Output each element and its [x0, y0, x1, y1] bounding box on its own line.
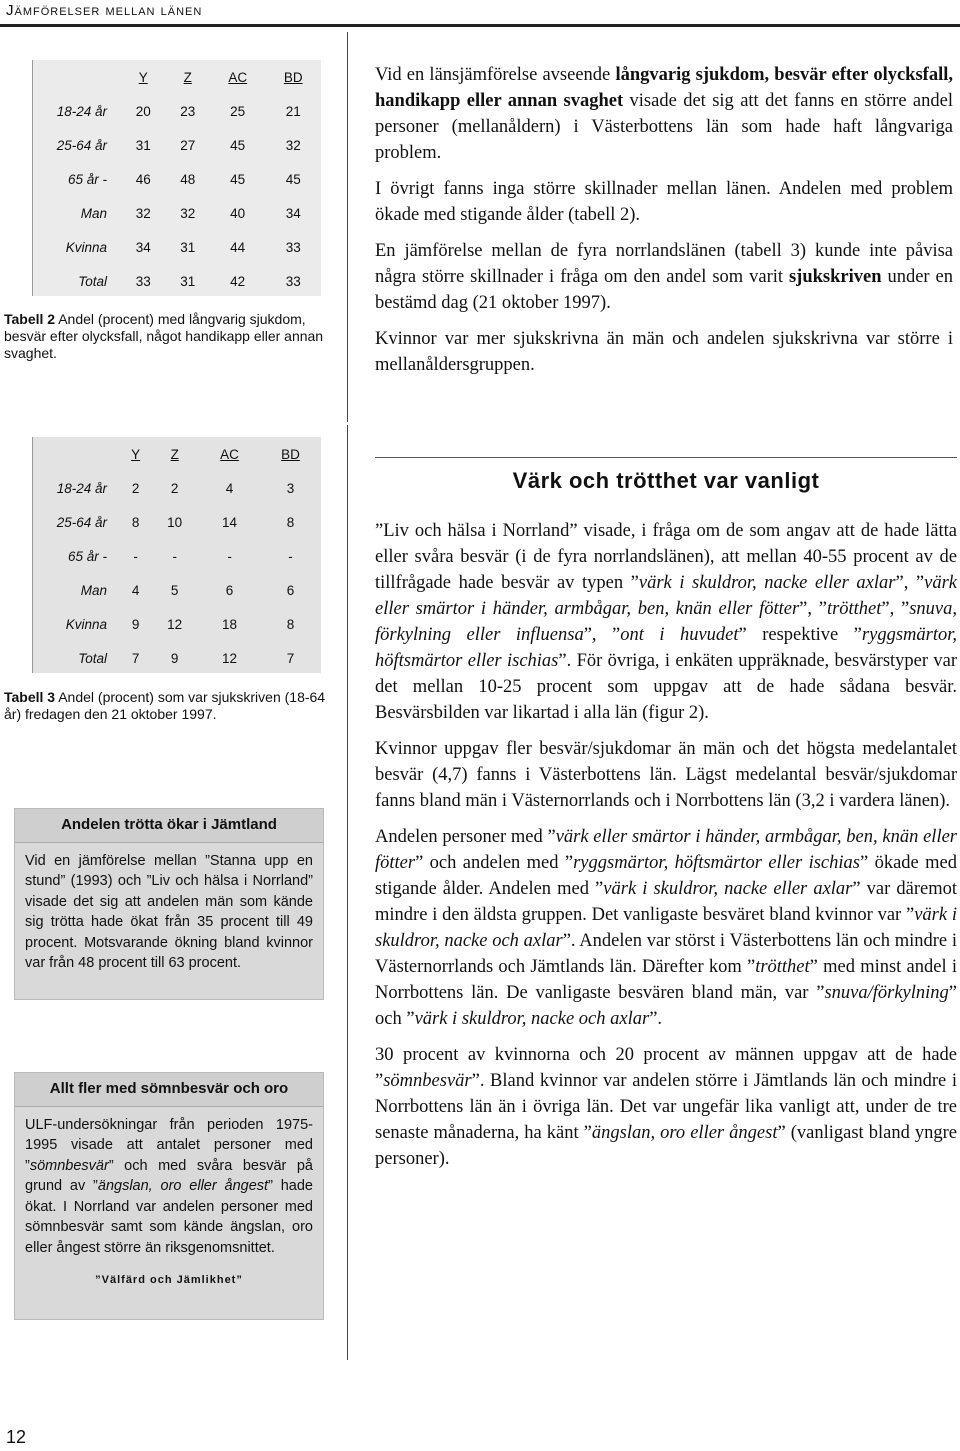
table-cell: 48 — [180, 171, 196, 187]
italic-run: värk i skuldror, nacke eller axlar — [603, 879, 853, 899]
table-cell: 31 — [135, 137, 151, 153]
bold-run: långvarig sjukdom, besvär efter olycksfall, handikapp eller annan svaghet — [375, 65, 953, 111]
sidebar-box-fatigue — [14, 808, 324, 1000]
table-cell: - — [133, 548, 138, 564]
paragraph — [375, 238, 953, 316]
italic-run: värk eller smärtor i händer, armbågar, ben, knän eller fötter — [375, 827, 957, 873]
table-row — [33, 162, 321, 196]
row-label: Kvinna — [65, 616, 107, 632]
table-2-grid — [33, 60, 321, 298]
column-header: BD — [283, 69, 303, 85]
table-cell: 20 — [135, 103, 151, 119]
table-cell: 10 — [167, 514, 183, 530]
table-cell: 8 — [286, 514, 295, 530]
table-corner-cell — [33, 437, 121, 471]
table-row — [33, 539, 321, 573]
italic-run: värk i skuldror, nacke och axlar — [375, 905, 958, 951]
italic-run: trötthet — [826, 599, 882, 619]
text-run: ” hade ökat. I Norrland var andelen personer med sömnbesvär samt som kände ängslan, oro eller ångest större än riksgenomsnittet. — [25, 1178, 313, 1256]
table-cell: 45 — [230, 137, 246, 153]
table-cell: 44 — [230, 239, 246, 255]
paragraph — [375, 326, 953, 378]
text-run: ”. Bland kvinnor var andelen större i Jämtlands län och mindre i Norrbottens län än i övriga län. Det var ungefär lika vanligt att, under de tre senaste månaderna, ha känt ” — [375, 1071, 957, 1143]
italic-run: värk i skuldror, nacke och axlar — [414, 1009, 650, 1029]
text-run: ” med minst andel i Norrbottens län. De vanligaste besvären bland män, var ” — [375, 957, 957, 1003]
row-label: 25-64 år — [56, 514, 107, 530]
column-header: BD — [281, 446, 300, 462]
italic-run: snuva, förkylning eller influensa — [375, 599, 957, 645]
table-cell: 7 — [131, 650, 140, 666]
text-run: ” respektive ” — [738, 625, 862, 645]
table-cell: 4 — [131, 582, 140, 598]
table-cell: - — [172, 548, 177, 564]
text-run: ”, ” — [881, 599, 910, 619]
text-run: ULF-undersökningar från perioden 1975-1995 visade att antalet personer med ” — [25, 1116, 313, 1174]
row-label: Man — [80, 582, 107, 598]
table-2 — [32, 60, 321, 296]
page-header-title: Jämförelser mellan länen — [6, 2, 203, 19]
column-divider-bottom — [347, 425, 348, 1360]
table-cell: 31 — [180, 273, 196, 289]
column-divider-top — [347, 32, 348, 422]
paragraph — [375, 518, 957, 726]
row-label: 65 år - — [67, 171, 107, 187]
table-cell: 46 — [135, 171, 151, 187]
italic-run: ryggsmärtor, höftsmärtor eller ischias — [375, 625, 957, 671]
table-row — [33, 264, 321, 298]
table-cell: 25 — [230, 103, 246, 119]
sidebar-box-body — [15, 843, 323, 982]
sidebar-box-sleep — [14, 1072, 324, 1320]
table-cell: 21 — [285, 103, 301, 119]
text-run: ” var däremot mindre i den äldsta gruppen. Det vanligaste besväret bland kvinnor var ” — [375, 879, 958, 925]
section-heading: Värk och trötthet var vanligt — [512, 468, 820, 493]
paragraph — [375, 824, 957, 1032]
table-3-grid — [33, 437, 321, 675]
italic-run: snuva/förkylning — [824, 983, 949, 1003]
italic-run: ont i huvudet — [620, 625, 739, 645]
text-run: ” (vanligast bland yngre personer). — [375, 1123, 958, 1169]
row-label: 18-24 år — [56, 103, 107, 119]
table-cell: 2 — [131, 480, 140, 496]
sidebar-box-title: Andelen trötta ökar i Jämtland — [15, 809, 323, 843]
italic-run: värk i skuldror, nacke eller axlar — [638, 573, 896, 593]
table-row — [33, 196, 321, 230]
table-cell: 12 — [222, 650, 238, 666]
table-cell: 31 — [180, 239, 196, 255]
text-run: ” och ” — [375, 983, 957, 1029]
text-run: ”, ” — [799, 599, 827, 619]
paragraph — [375, 176, 953, 228]
text-run: En jämförelse mellan de fyra norrlandslänen (tabell 3) kunde inte påvisa några större skillnader i fråga om den andel som varit — [375, 241, 953, 287]
text-run: Vid en jämförelse mellan ”Stanna upp en stund” (1993) och ”Liv och hälsa i Norrland” visade det sig att andelen män som kände sig trötta hade ökat från 35 procent till 49 procent. Motsvarande ökning bland kvinnor var från 48 procent till 63 procent. — [25, 852, 313, 971]
table-cell: 7 — [286, 650, 295, 666]
row-label: 18-24 år — [56, 480, 107, 496]
text-run: Kvinnor uppgav fler besvär/sjukdomar än män och det högsta medelantalet besvär (4,7) fanns i Västerbottens län. Lägst medelantal besvär/sjukdomar fanns bland män i Västernorrlands och i Norrbottens län (3,2 i vardera länen). — [375, 739, 957, 811]
text-run: Andelen personer med ” — [375, 827, 556, 847]
table-3-caption — [4, 689, 334, 723]
column-header: AC — [220, 446, 239, 462]
table-2-caption — [4, 311, 334, 362]
text-run: I övrigt fanns inga större skillnader mellan länen. Andelen med problem ökade med stigande ålder (tabell 2). — [375, 179, 953, 225]
text-run: ”, ” — [583, 625, 621, 645]
italic-run: sömnbesvär — [383, 1071, 472, 1091]
table-cell: 6 — [225, 582, 234, 598]
table-cell: 33 — [285, 239, 301, 255]
page-number: 12 — [6, 1427, 27, 1447]
table-cell: 32 — [135, 205, 151, 221]
body-text-top — [375, 62, 953, 388]
table-cell: 34 — [285, 205, 301, 221]
row-label: Total — [78, 273, 107, 289]
table-2-caption-lead: Tabell 2 — [4, 311, 56, 327]
source-signature: ”Välfärd och Jämlikhet” — [95, 1274, 243, 1286]
table-3-caption-lead: Tabell 3 — [4, 689, 56, 705]
row-label: Total — [78, 650, 107, 666]
table-2-caption-text: Andel (procent) med långvarig sjukdom, besvär efter olycksfall, något handikapp eller annan svaghet. — [4, 311, 324, 361]
row-label: 25-64 år — [56, 137, 107, 153]
column-header: AC — [228, 69, 248, 85]
column-header: Z — [170, 446, 179, 462]
column-header: Z — [183, 69, 192, 85]
sidebar-box-title: Allt fler med sömnbesvär och oro — [15, 1073, 323, 1107]
table-cell: 40 — [230, 205, 246, 221]
table-cell: 32 — [180, 205, 196, 221]
text-run: ” ökade med stigande ålder. Andelen med ” — [375, 853, 957, 899]
table-cell: 18 — [222, 616, 238, 632]
text-run: ”. För övriga, i enkäten uppräknade, besvärstyper var det mellan 10-25 procent som uppgav att de hade sådana besvär. Besvärsbilden var likartad i alla län (figur 2). — [375, 651, 958, 723]
table-row — [33, 471, 321, 505]
paragraph — [375, 1042, 957, 1172]
text-run: ”. Andelen var störst i Västerbottens län och mindre i Västernorrlands och Jämtlands län. Därefter kom ” — [375, 931, 957, 977]
italic-run: ängslan, oro eller ångest — [97, 1178, 269, 1194]
header-rule — [0, 24, 960, 27]
table-cell: 12 — [167, 616, 183, 632]
table-row — [33, 128, 321, 162]
text-run: Kvinnor var mer sjukskrivna än män och andelen sjukskrivna var större i mellanåldersgruppen. — [375, 329, 953, 375]
row-label: Kvinna — [65, 239, 107, 255]
text-run: under en bestämd dag (21 oktober 1997). — [375, 267, 953, 313]
row-label: 65 år - — [67, 548, 107, 564]
column-header: Y — [138, 69, 148, 85]
text-run: 30 procent av kvinnorna och 20 procent av männen uppgav att de hade ” — [375, 1045, 957, 1091]
table-cell: 23 — [180, 103, 196, 119]
paragraph — [375, 736, 957, 814]
text-run: ” och andelen med ” — [415, 853, 574, 873]
table-cell: 14 — [222, 514, 238, 530]
table-cell: 33 — [285, 273, 301, 289]
table-cell: 9 — [131, 616, 140, 632]
body-text-bottom — [375, 518, 957, 1182]
table-corner-cell — [33, 60, 121, 94]
text-run: ” och med svåra besvär på grund av ” — [25, 1157, 313, 1194]
table-cell: 34 — [135, 239, 151, 255]
row-label: Man — [80, 205, 107, 221]
table-cell: 42 — [230, 273, 246, 289]
table-cell: - — [227, 548, 232, 564]
table-cell: 4 — [225, 480, 234, 496]
table-cell: 8 — [286, 616, 295, 632]
text-run: ”Liv och hälsa i Norrland” visade, i fråga om de som angav att de hade lätta eller svåra besvär (i de fyra norrlandslänen), att mellan 40-55 procent av de tillfrågade hade besvär av typen ” — [375, 521, 957, 593]
table-header-row — [33, 437, 321, 471]
table-3-caption-text: Andel (procent) som var sjukskriven (18-64 år) fredagen den 21 oktober 1997. — [4, 689, 326, 722]
italic-run: ryggsmärtor, höftsmärtor eller ischias — [573, 853, 860, 873]
table-cell: 33 — [135, 273, 151, 289]
table-cell: 45 — [230, 171, 246, 187]
italic-run: sömnbesvär — [29, 1157, 109, 1174]
text-run: ”. — [649, 1009, 663, 1029]
table-row — [33, 94, 321, 128]
table-cell: 5 — [170, 582, 179, 598]
text-run: visade det sig att det fanns en större andel personer (mellanåldern) i Västerbottens län som hade haft långvariga problem. — [375, 91, 953, 163]
table-header-row — [33, 60, 321, 94]
table-row — [33, 573, 321, 607]
sidebar-box-body — [15, 1107, 323, 1299]
table-row — [33, 230, 321, 264]
table-cell: 27 — [180, 137, 196, 153]
table-cell: 2 — [170, 480, 179, 496]
paragraph — [375, 62, 953, 166]
table-row — [33, 607, 321, 641]
table-cell: 45 — [285, 171, 301, 187]
table-cell: - — [288, 548, 293, 564]
table-cell: 8 — [131, 514, 140, 530]
table-cell: 3 — [286, 480, 295, 496]
italic-run: ängslan, oro eller ångest — [591, 1123, 778, 1143]
italic-run: värk eller smärtor i händer, armbågar, ben, knän eller fötter — [375, 573, 957, 619]
table-row — [33, 641, 321, 675]
sidebar-box-text — [25, 1117, 313, 1256]
text-run: Vid en länsjämförelse avseende — [375, 65, 616, 85]
table-row — [33, 505, 321, 539]
bold-run: sjukskriven — [788, 267, 882, 287]
column-header: Y — [131, 446, 141, 462]
table-cell: 9 — [170, 650, 179, 666]
italic-run: trötthet — [755, 957, 810, 977]
text-run: ”, ” — [895, 573, 925, 593]
table-3 — [32, 437, 321, 673]
table-cell: 32 — [285, 137, 301, 153]
table-cell: 6 — [286, 582, 295, 598]
